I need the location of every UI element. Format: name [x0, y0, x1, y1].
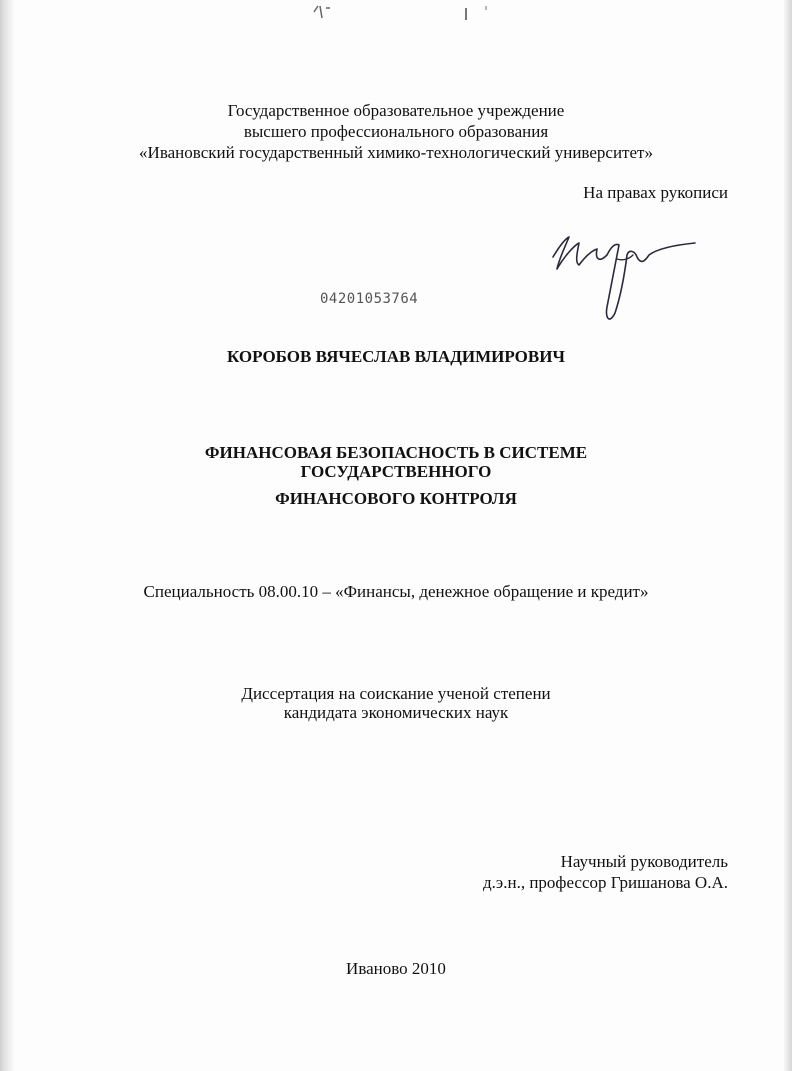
- scan-artifact-marks: [300, 2, 520, 24]
- title-line-2: ГОСУДАРСТВЕННОГО: [300, 462, 492, 481]
- title-line-3: ФИНАНСОВОГО КОНТРОЛЯ: [275, 489, 517, 508]
- signature-image: [545, 225, 705, 335]
- author-name: КОРОБОВ ВЯЧЕСЛАВ ВЛАДИМИРОВИЧ: [227, 347, 565, 366]
- degree-line-1: Диссертация на соискание ученой степени: [241, 684, 551, 703]
- manuscript-note: На правах рукописи: [583, 183, 728, 202]
- institution-line-2: высшего профессионального образования: [243, 122, 549, 141]
- specialty: Специальность 08.00.10 – «Финансы, денежное обращение и кредит»: [143, 582, 649, 601]
- institution-line-1: Государственное образовательное учреждение: [227, 101, 565, 120]
- supervisor-name: д.э.н., профессор Гришанова О.А.: [483, 873, 728, 892]
- institution-line-3: «Ивановский государственный химико-технологический университет»: [139, 143, 653, 162]
- archive-stamp-number: 04201053764: [320, 291, 419, 307]
- degree-line-2: кандидата экономических наук: [283, 703, 509, 722]
- title-line-1: ФИНАНСОВАЯ БЕЗОПАСНОСТЬ В СИСТЕМЕ: [204, 443, 588, 462]
- supervisor-label: Научный руководитель: [560, 852, 728, 871]
- city-year: Иваново 2010: [346, 959, 446, 978]
